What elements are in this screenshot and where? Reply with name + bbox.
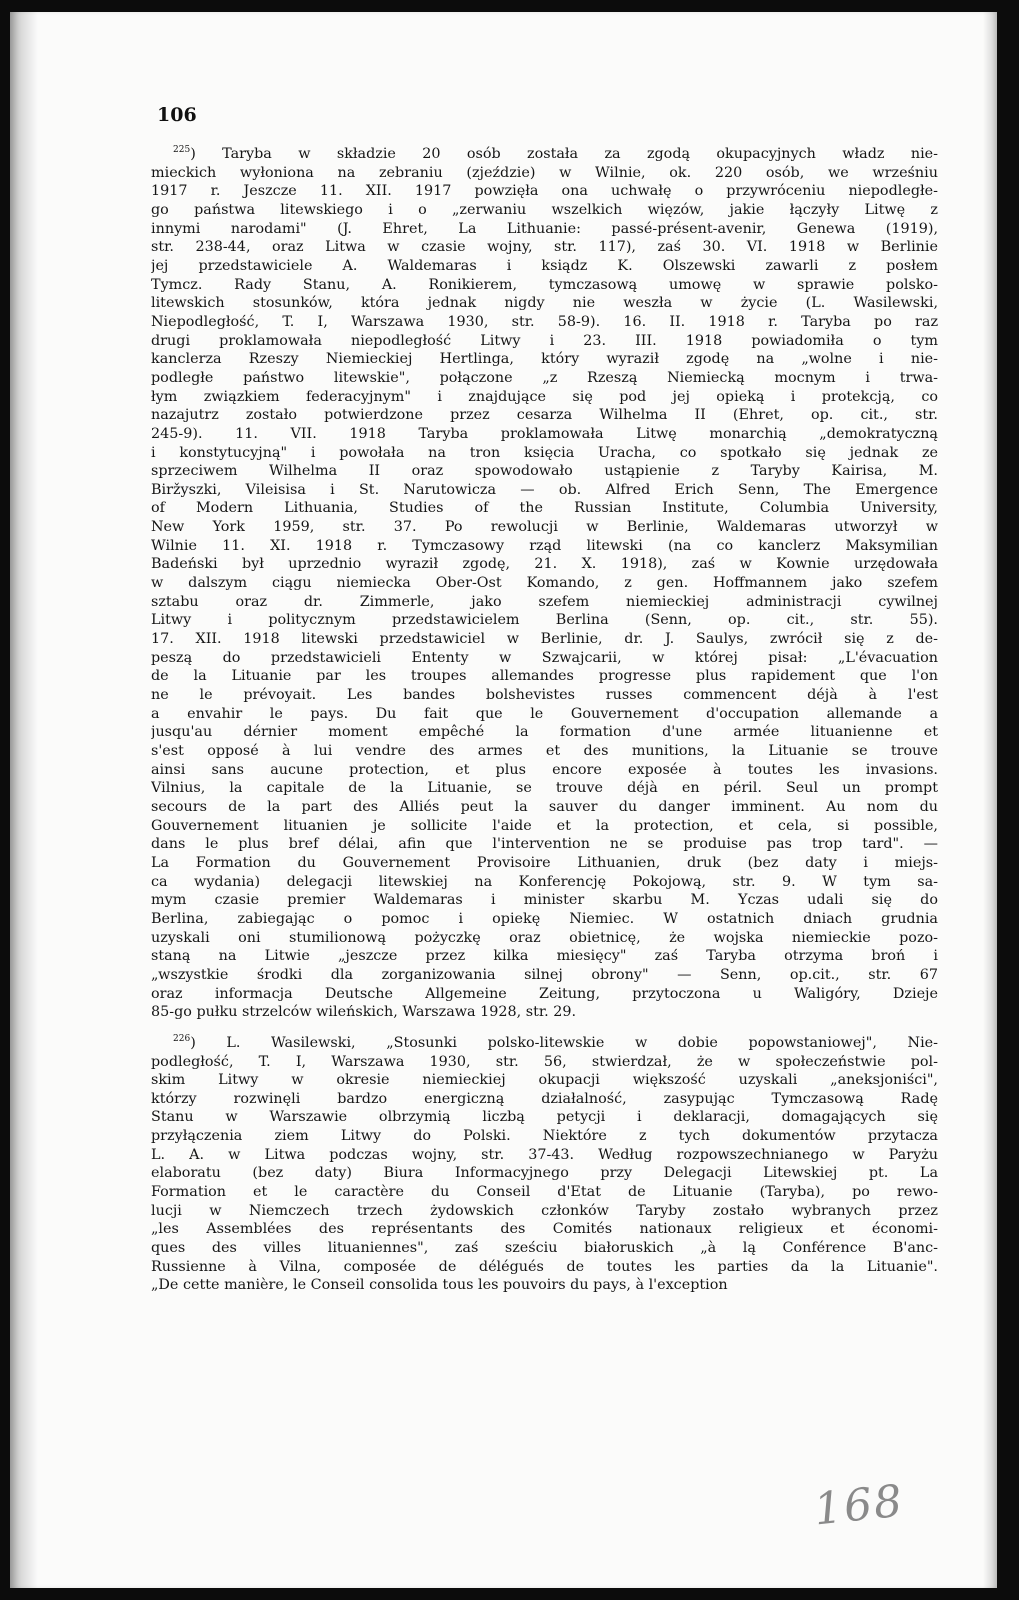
text-line <box>151 649 938 668</box>
footnote-gap <box>151 1022 938 1034</box>
text-line <box>151 1034 938 1053</box>
line-text: 85-go pułku strzelców wileńskich, Warszawa 1928, str. 29. <box>151 1004 577 1021</box>
line-text: „les Assemblées des représentants des Comités nationaux religieux et économi- <box>151 1221 938 1238</box>
text-line <box>151 761 938 780</box>
text-line <box>151 1108 938 1127</box>
line-text: La Formation du Gouvernement Provisoire Lithuanien, druk (bez daty i miejs- <box>151 854 938 871</box>
line-text: litewskich stosunków, która jednak nigdy nie weszła w życie (L. Wasilewski, <box>151 295 938 312</box>
line-text: a envahir le pays. Du fait que le Gouvernement d'occupation allemande a <box>151 705 938 722</box>
footnote-226 <box>151 1034 938 1295</box>
text-line <box>151 518 938 537</box>
text-line <box>151 798 938 817</box>
text-line <box>151 947 938 966</box>
line-text: mieckich wyłoniona na zebraniu (zjeździe) w Wilnie, ok. 220 osób, we wrześniu <box>151 164 938 181</box>
line-text: nazajutrz zostało potwierdzone przez cesarza Wilhelma II (Ehret, op. cit., str. <box>151 407 938 424</box>
line-text: Wilnie 11. XI. 1918 r. Tymczasowy rząd litewski (na co kanclerz Maksymilian <box>151 537 938 554</box>
text-line <box>151 388 938 407</box>
text-line <box>151 1127 938 1146</box>
book-page <box>10 12 997 1588</box>
line-text: Stanu w Warszawie olbrzymią liczbą petycji i deklaracji, domagających się <box>151 1109 938 1126</box>
text-line <box>151 481 938 500</box>
page-edge-shadow <box>983 12 997 1588</box>
line-text: secours de la part des Alliés peut la sauver du danger imminent. Au nom du <box>151 798 938 815</box>
handwritten-page-number: 168 <box>811 1475 907 1536</box>
line-text: Russienne à Vilna, composée de délégués de toutes les parties da la Lituanie". <box>151 1258 938 1275</box>
line-text: go państwa litewskiego i o „zerwaniu wszelkich więzów, jakie łączyły Litwę z <box>151 201 938 218</box>
text-line <box>151 1003 938 1022</box>
line-text: Berlina, zabiegając o pomoc i opiekę Niemiec. W ostatnich dniach grudnia <box>151 910 938 927</box>
text-line <box>151 499 938 518</box>
text-line <box>151 966 938 985</box>
text-line <box>151 238 938 257</box>
line-text: New York 1959, str. 37. Po rewolucji w Berlinie, Waldemaras utworzył w <box>151 519 938 536</box>
line-text: „De cette manière, le Conseil consolida tous les pouvoirs du pays, à l'exception <box>151 1277 728 1294</box>
text-line <box>151 201 938 220</box>
line-text: Niepodległość, T. I, Warszawa 1930, str. 58-9). 16. II. 1918 r. Taryba po raz <box>151 313 938 330</box>
line-text: „wszystkie środki dla zorganizowania silnej obrony" — Senn, op.cit., str. 67 <box>151 966 938 983</box>
text-line <box>151 276 938 295</box>
text-line <box>151 313 938 332</box>
text-line <box>151 910 938 929</box>
text-line <box>151 985 938 1004</box>
line-text: przyłączenia ziem Litwy do Polski. Niektóre z tych dokumentów przytacza <box>151 1128 938 1145</box>
line-text: of Modern Lithuania, Studies of the Russian Institute, Columbia University, <box>151 500 938 517</box>
text-line <box>151 929 938 948</box>
line-text: sprzeciwem Wilhelma II oraz spowodowało ustąpienie z Taryby Kairisa, M. <box>151 463 938 480</box>
text-line <box>151 406 938 425</box>
text-line <box>151 164 938 183</box>
line-text: innymi narodami" (J. Ehret, La Lithuanie: passé-présent-avenir, Genewa (1919), <box>151 220 938 237</box>
line-text: Vilnius, la capitale de la Lituanie, se trouve déjà en péril. Seul un prompt <box>151 780 938 797</box>
text-line <box>151 257 938 276</box>
line-text: drugi proklamowała niepodległość Litwy i 23. III. 1918 powiadomiła o tym <box>151 332 938 349</box>
text-line <box>151 593 938 612</box>
text-line <box>151 630 938 649</box>
line-text: ) Taryba w składzie 20 osób została za zgodą okupacyjnych władz nie- <box>190 146 938 162</box>
text-line <box>151 705 938 724</box>
line-text: oraz informacja Deutsche Allgemeine Zeitung, przytoczona u Waligóry, Dzieje <box>151 985 938 1002</box>
text-line <box>151 742 938 761</box>
text-line <box>151 145 938 164</box>
line-text: Biržyszki, Vileisisa i St. Narutowicza — ob. Alfred Erich Senn, The Emergence <box>151 481 938 498</box>
text-line <box>151 611 938 630</box>
text-line <box>151 835 938 854</box>
text-line <box>151 873 938 892</box>
text-line <box>151 1071 938 1090</box>
line-text: i konstytucyjną" i powołała na tron księcia Uracha, co spotkało się jednak ze <box>151 444 938 461</box>
line-text: w dalszym ciągu niemiecka Ober-Ost Komando, z gen. Hoffmannem jako szefem <box>151 575 938 592</box>
line-text: jej przedstawiciele A. Waldemaras i ksiądz K. Olszewski zawarli z posłem <box>151 257 938 274</box>
text-line <box>151 779 938 798</box>
footnote-225 <box>151 145 938 1022</box>
text-line <box>151 350 938 369</box>
line-text: str. 238-44, oraz Litwa w czasie wojny, str. 117), zaś 30. VI. 1918 w Berlinie <box>151 239 938 256</box>
text-line <box>151 1258 938 1277</box>
text-line <box>151 1053 938 1072</box>
line-text: lucji w Niemczech trzech żydowskich członków Taryby zostało wybranych przez <box>151 1202 938 1219</box>
line-text: jusqu'au dérnier moment empêché la formation d'une armée lituanienne et <box>151 724 938 741</box>
line-text: Tymcz. Rady Stanu, A. Ronikierem, tymczasową umowę w sprawie polsko- <box>151 276 938 293</box>
line-text: łym związkiem federacyjnym" i znajdujące się pod jej opieką i protekcją, co <box>151 388 938 405</box>
line-text: s'est opposé à lui vendre des armes et des munitions, la Lituanie se trouve <box>151 743 938 759</box>
line-text: kanclerza Rzeszy Niemieckiej Hertlinga, który wyraził zgodę na „wolne i nie- <box>151 351 938 368</box>
text-line <box>151 686 938 705</box>
line-text: peszą do przedstawicieli Ententy w Szwajcarii, w której pisał: „L'évacuation <box>151 649 938 666</box>
footnote-number: 226 <box>173 1034 191 1045</box>
line-text: którzy rozwinęli bardzo energiczną działalność, zasypując Tymczasową Radę <box>151 1090 938 1107</box>
line-text: Litwy i politycznym przedstawicielem Berlina (Senn, op. cit., str. 55). <box>151 612 938 629</box>
line-text: skim Litwy w okresie niemieckiej okupacji większość uzyskali „aneksjoniści", <box>151 1072 938 1089</box>
text-line <box>151 817 938 836</box>
text-line <box>151 854 938 873</box>
text-line <box>151 220 938 239</box>
line-text: de la Lituanie par les troupes allemandes progresse plus rapidement que l'on <box>151 668 938 685</box>
line-text: elaboratu (bez daty) Biura Informacyjnego przy Delegacji Litewskiej pt. La <box>151 1165 938 1182</box>
text-line <box>151 369 938 388</box>
line-text: mym czasie premier Waldemaras i minister skarbu M. Yczas udali się do <box>151 892 938 909</box>
line-text: ainsi sans aucune protection, et plus encore exposée à toutes les invasions. <box>151 761 938 778</box>
text-line <box>151 294 938 313</box>
text-line <box>151 425 938 444</box>
line-text: uzyskali oni stumilionową pożyczkę oraz obietnicę, że wojska niemieckie pozo- <box>151 929 938 946</box>
text-line <box>151 332 938 351</box>
text-line <box>151 1183 938 1202</box>
text-line <box>151 444 938 463</box>
text-line <box>151 555 938 574</box>
line-text: Gouvernement lituanien je sollicite l'aide et la protection, et cela, si possible, <box>151 817 938 834</box>
text-line <box>151 1220 938 1239</box>
line-text: 245-9). 11. VII. 1918 Taryba proklamowała Litwę monarchią „demokratyczną <box>151 425 938 442</box>
text-line <box>151 574 938 593</box>
text-line <box>151 462 938 481</box>
text-line <box>151 1202 938 1221</box>
text-line <box>151 723 938 742</box>
line-text: ques des villes lituaniennes", zaś sześciu białoruskich „à lą Conférence B'anc- <box>151 1240 938 1257</box>
line-text: Formation et le caractère du Conseil d'Etat de Lituanie (Taryba), po rewo- <box>151 1184 938 1201</box>
text-line <box>151 1239 938 1258</box>
line-text: sztabu oraz dr. Zimmerle, jako szefem niemieckiej administracji cywilnej <box>151 593 938 610</box>
line-text: podległe państwo litewskie", połączone „z Rzeszą Niemiecką mocnym i trwa- <box>151 369 938 386</box>
text-line <box>151 891 938 910</box>
line-text: podległość, T. I, Warszawa 1930, str. 56, stwierdzał, że w społeczeństwie pol- <box>151 1053 938 1070</box>
line-text: ) L. Wasilewski, „Stosunki polsko-litewskie w dobie popowstaniowej", Nie- <box>190 1034 938 1051</box>
line-text: dans le plus bref délai, afin que l'intervention ne se produise pas trop tard". — <box>151 836 938 853</box>
text-line <box>151 537 938 556</box>
text-line <box>151 667 938 686</box>
text-line <box>151 1090 938 1109</box>
footnotes-block <box>151 145 938 1295</box>
text-line <box>151 182 938 201</box>
line-text: ne le prévoyait. Les bandes bolshevistes russes commencent déjà à l'est <box>151 687 938 704</box>
line-text: ca wydania) delegacji litewskiej na Konferencję Pokojową, str. 9. W tym sa- <box>151 873 938 890</box>
line-text: 1917 r. Jeszcze 11. XII. 1917 powzięła ona uchwałę o przywróceniu niepodległe- <box>151 183 938 200</box>
line-text: L. A. w Litwa podczas wojny, str. 37-43. Według rozpowszechnianego w Paryżu <box>151 1146 938 1163</box>
text-line <box>151 1164 938 1183</box>
text-line <box>151 1276 938 1295</box>
line-text: Badeński był uprzednio wyraził zgodę, 21. X. 1918), zaś w Kownie urzędowała <box>151 556 938 573</box>
spine-shadow <box>10 12 38 1588</box>
text-line <box>151 1146 938 1165</box>
line-text: 17. XII. 1918 litewski przedstawiciel w Berlinie, dr. J. Saulys, zwrócił się z de- <box>151 631 938 648</box>
line-text: staną na Litwie „jeszcze przez kilka miesięcy" zaś Taryba otrzyma broń i <box>151 948 938 965</box>
footnote-number: 225 <box>173 145 191 156</box>
page-number: 106 <box>157 104 197 126</box>
